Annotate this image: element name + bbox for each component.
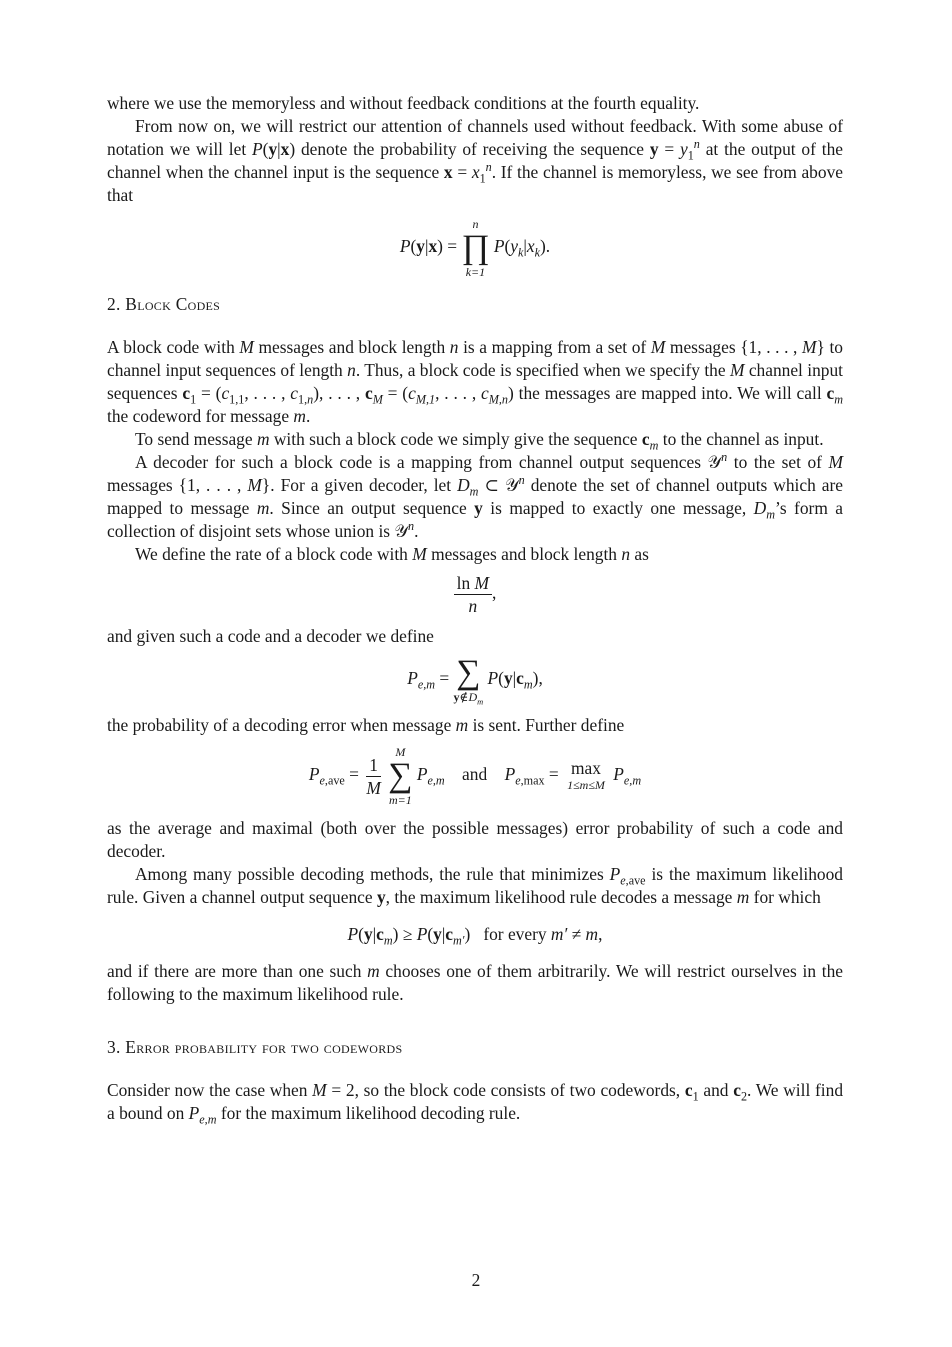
section-3-paragraph-1: Consider now the case when M = 2, so the block code consists of two codewords, $c_1$ and $c_2$. We will find a bound on $P_{e,m}$ for the maximum likelihood decoding rule. [107, 1080, 844, 1127]
section-2-paragraph-7: as the average and maximal (both over the possible messages) error probability of such a code and decoder. [107, 818, 843, 861]
equation-ml-rule: $P(y|c_m) \ge P(y|c_{m'})$ for every m′ ≠ m, [347, 924, 603, 948]
intro-paragraph-2: From now on, we will restrict our attention of channels used without feedback. With some abuse of notation we will let P(y|x) denote the probability of receiving the sequence $y = y_1^n$ at the output of the channel when the channel input is the sequence $x = x_1^n$. If the channel is memoryless, we see from above that [107, 116, 843, 205]
section-2-paragraph-8: Among many possible decoding methods, the rule that minimizes $P_{e,ave}$ is the maximum likelihood rule. Given a channel output sequence y, the maximum likelihood rule decodes a message m for which [107, 864, 844, 907]
section-2-paragraph-1: A block code with M messages and block length n is a mapping from a set of M messages {1, . . . , M} to channel input sequences of length n. Thus, a block code is specified when we specify the M channel input sequences $c_1 = (c_{1,1}$, . . . , $c_{1,n}$), . . . , $c_M = (c_{M,1}$, . . . , $c_{M,n}$) the messages are mapped into. We will call $c_m$ the codeword for message m. [107, 337, 844, 426]
intro-paragraph-1: where we use the memoryless and without feedback conditions at the fourth equality. [107, 93, 700, 113]
equation-product: P(y|x) = n ∏ k=1 $P(y_k|x_k)$. [399, 217, 551, 279]
page-body [107, 92, 843, 1125]
section-2-paragraph-3: A decoder for such a block code is a mapping from channel output sequences 𝒴$^n$ to the set of M messages {1, . . . , M}. For a given decoder, let $D_m$ ⊂ 𝒴$^n$ denote the set of channel outputs which are mapped to message m. Since an output sequence y is mapped to exactly one message, $D_m’s$ form a collection of disjoint sets whose union is 𝒴$^n$. [107, 450, 844, 541]
section-3-heading: 3. Error probability for two codewords [107, 1037, 403, 1057]
section-2-paragraph-9: and if there are more than one such m chooses one of them arbitrarily. We will restrict ourselves in the following to the maximum likelihood rule. [107, 961, 843, 1004]
equation-rate: $\frac{\text{ln M}}{n}$ , [107, 572, 843, 617]
section-2-paragraph-2: To send message m with such a block code we simply give the sequence $c_m$ to the channel as input. [135, 429, 824, 453]
section-2-paragraph-4: We define the rate of a block code with M messages and block length n as [135, 544, 649, 564]
section-2-paragraph-6: the probability of a decoding error when message m is sent. Further define [107, 715, 625, 735]
equation-pave-pmax: $P_{e,ave}$ = $\frac{1}{M}$ M ∑ m=1 $P_{e,m}$ and $P_{e,max}$ = max 1≤m≤M $P_{e,m}$ [308, 745, 642, 807]
section-2-heading: 2. Block Codes [107, 294, 221, 314]
page-number: 2 [471, 1270, 481, 1290]
section-2-paragraph-5: and given such a code and a decoder we define [107, 626, 434, 646]
equation-pem: $P_{e,m}$ = ∑ $y\notin D_m$ $P(y|c_m)$, [407, 654, 543, 707]
